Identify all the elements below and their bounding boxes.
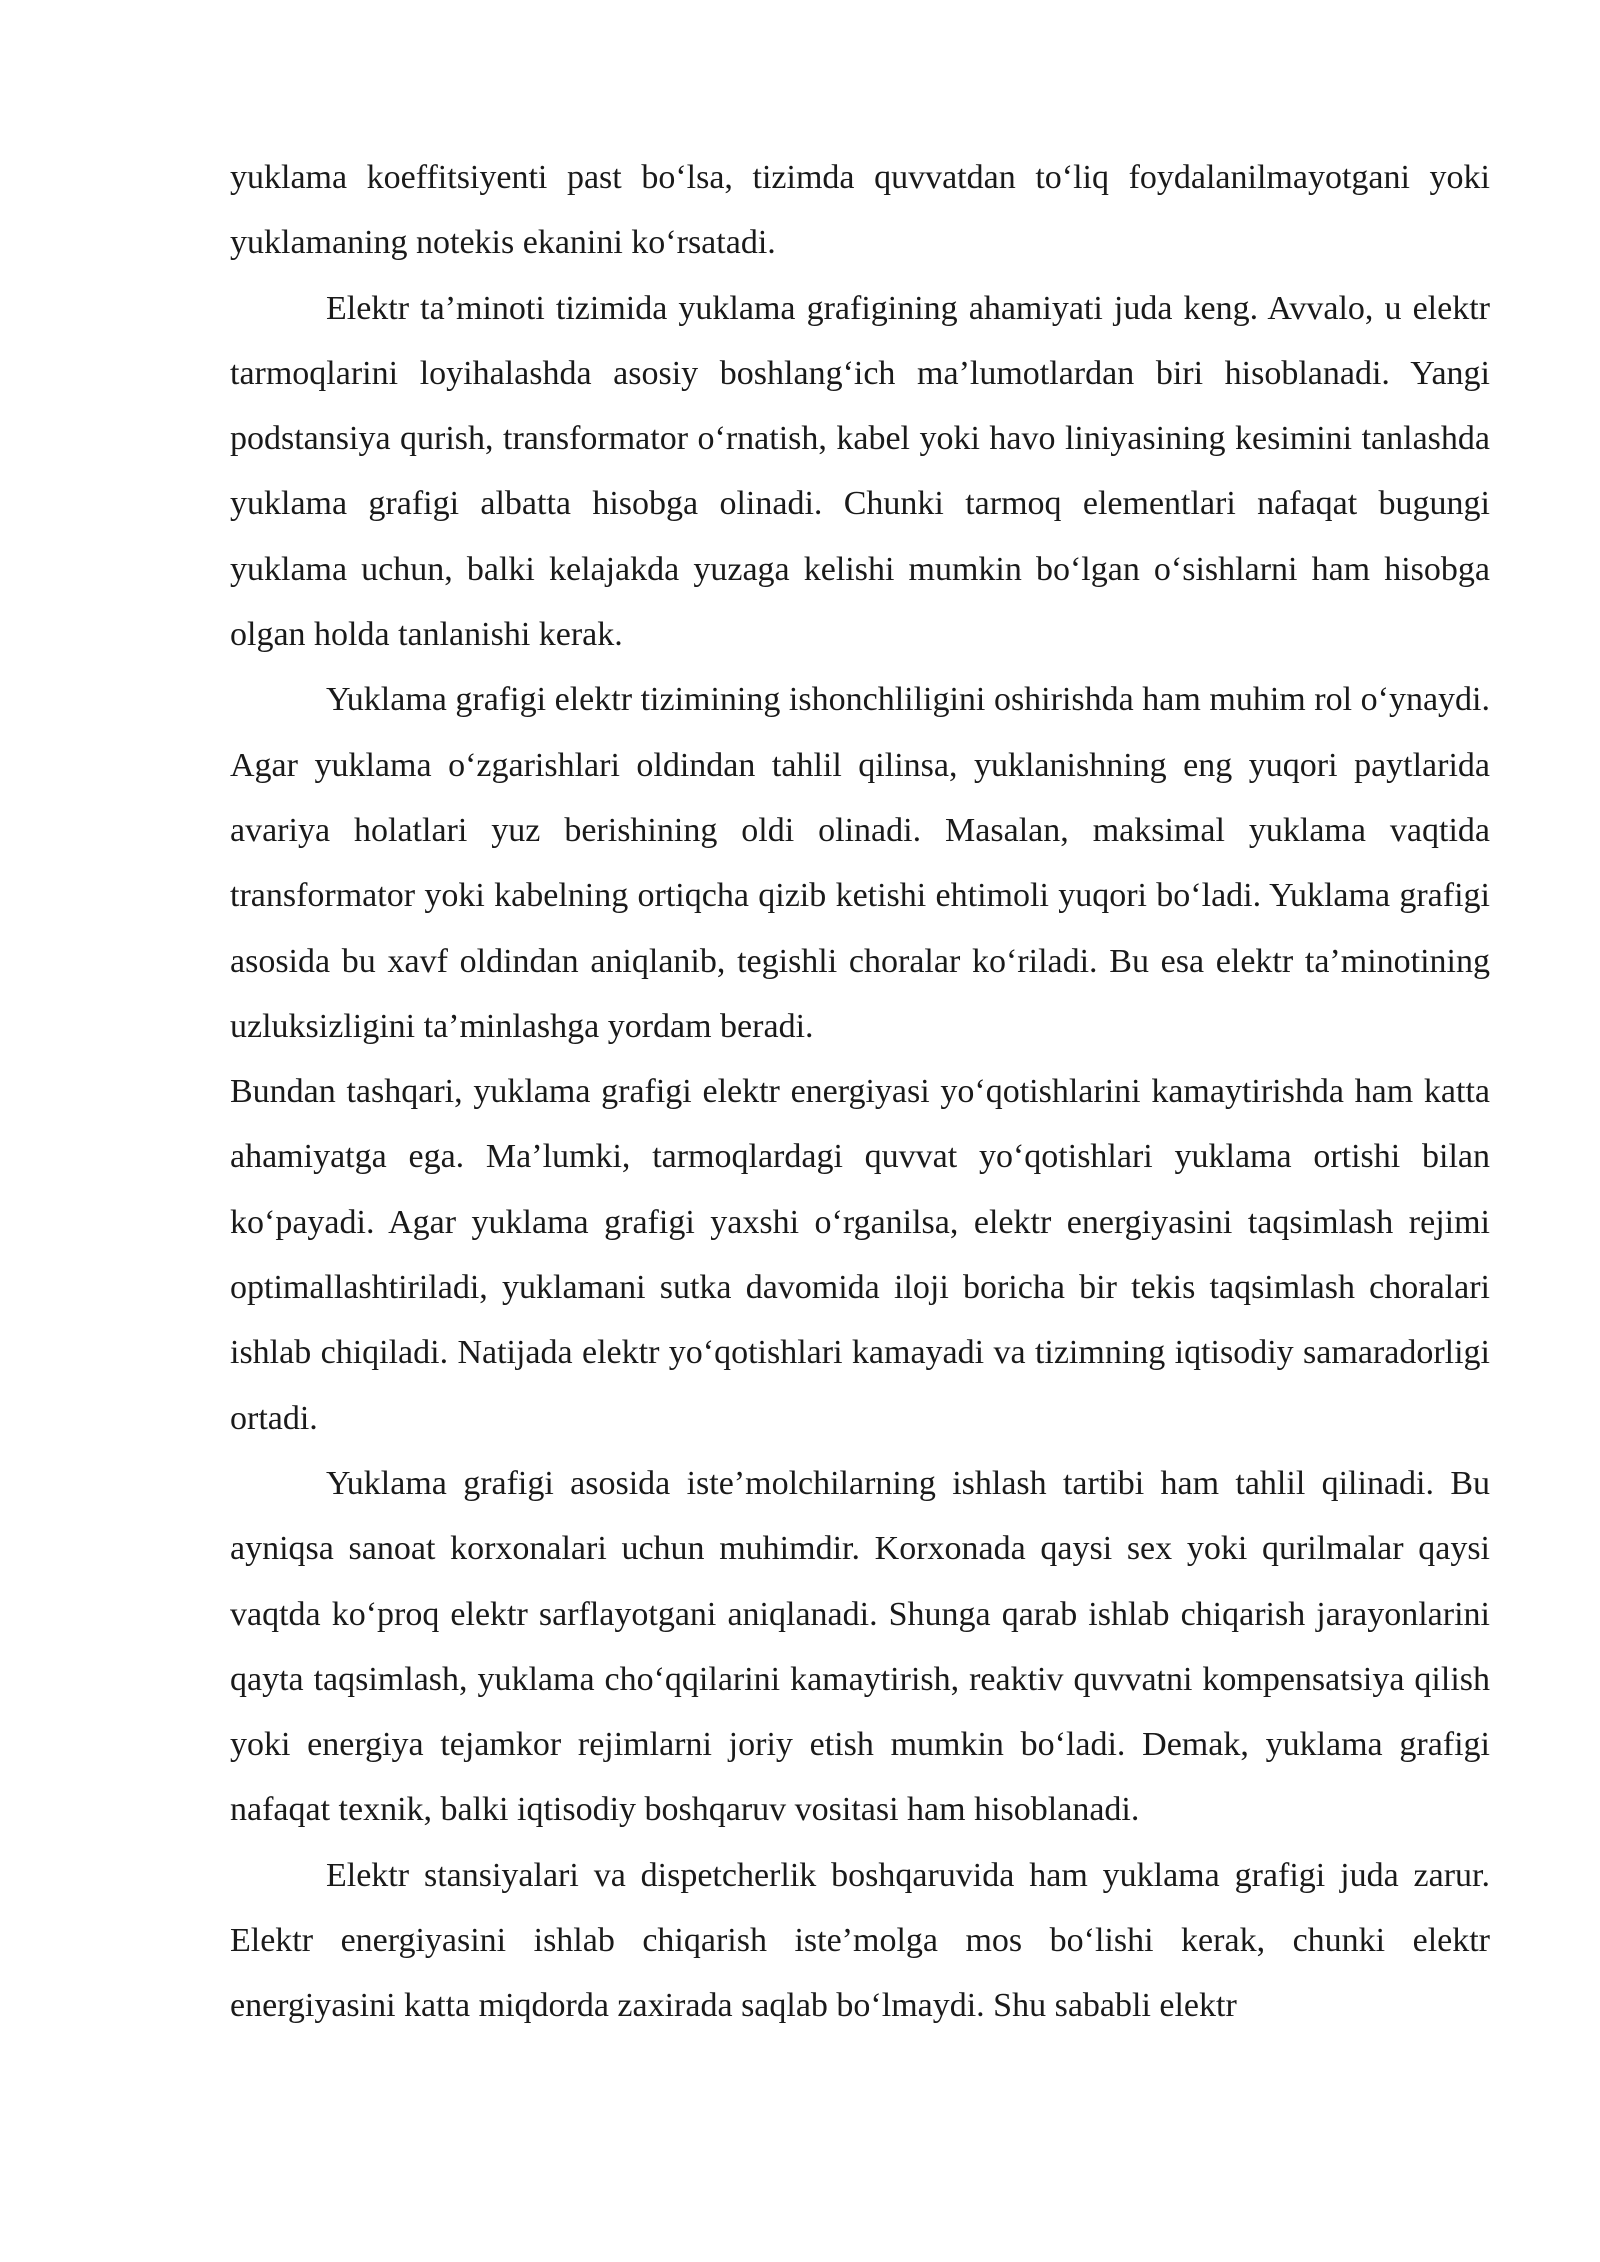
paragraph-6: Elektr stansiyalari va dispetcherlik boshqaruvida ham yuklama grafigi juda zarur. Elektr energiyasini ishlab chiqarish iste’molga mos bo‘lishi kerak, chunki elektr energiyasini katta miqdorda zaxirada saqlab bo‘lmaydi. Shu sababli elektr xyxy=(230,1856,1490,2025)
paragraph-3: Yuklama grafigi elektr tizimining ishonchliligini oshirishda ham muhim rol o‘ynaydi. Agar yuklama o‘zgarishlari oldindan tahlil qilinsa, yuklanishning eng yuqori paytlarida avariya holatlari yuz berishining oldi olinadi. Masalan, maksimal yuklama vaqtida transformator yoki kabelning ortiqcha qizib ketishi ehtimoli yuqori bo‘ladi. Yuklama grafigi asosida bu xavf oldindan aniqlanib, tegishli choralar ko‘riladi. Bu esa elektr ta’minotining uzluksizligini ta’minlashga yordam beradi. xyxy=(230,681,1490,1045)
paragraph-5: Yuklama grafigi asosida iste’molchilarning ishlash tartibi ham tahlil qilinadi. Bu ayniqsa sanoat korxonalari uchun muhimdir. Korxonada qaysi sex yoki qurilmalar qaysi vaqtda ko‘proq elektr sarflayotgani aniqlanadi. Shunga qarab ishlab chiqarish jarayonlarini qayta taqsimlash, yuklama cho‘qqilarini kamaytirish, reaktiv quvvatni kompensatsiya qilish yoki energiya tejamkor rejimlarni joriy etish mumkin bo‘ladi. Demak, yuklama grafigi nafaqat texnik, balki iqtisodiy boshqaruv vositasi ham hisoblanadi. xyxy=(230,1464,1490,1829)
paragraph-2: Elektr ta’minoti tizimida yuklama grafigining ahamiyati juda keng. Avvalo, u elektr tarmoqlarini loyihalashda asosiy boshlang‘ich ma’lumotlardan biri hisoblanadi. Yangi podstansiya qurish, transformator o‘rnatish, kabel yoki havo liniyasining kesimini tanlashda yuklama grafigi albatta hisobga olinadi. Chunki tarmoq elementlari nafaqat bugungi yuklama uchun, balki kelajakda yuzaga kelishi mumkin bo‘lgan o‘sishlarni ham hisobga olgan holda tanlanishi kerak. xyxy=(230,289,1490,654)
document-page xyxy=(230,145,1490,2039)
paragraph-4: Bundan tashqari, yuklama grafigi elektr energiyasi yo‘qotishlarini kamaytirishda ham katta ahamiyatga ega. Ma’lumki, tarmoqlardagi quvvat yo‘qotishlari yuklama ortishi bilan ko‘payadi. Agar yuklama grafigi yaxshi o‘rganilsa, elektr energiyasini taqsimlash rejimi optimallashtiriladi, yuklamani sutka davomida iloji boricha bir tekis taqsimlash choralari ishlab chiqiladi. Natijada elektr yo‘qotishlari kamayadi va tizimning iqtisodiy samaradorligi ortadi. xyxy=(230,1073,1490,1437)
paragraph-1: yuklama koeffitsiyenti past bo‘lsa, tizimda quvvatdan to‘liq foydalanilmayotgani yoki yuklamaning notekis ekanini ko‘rsatadi. xyxy=(230,159,1490,262)
